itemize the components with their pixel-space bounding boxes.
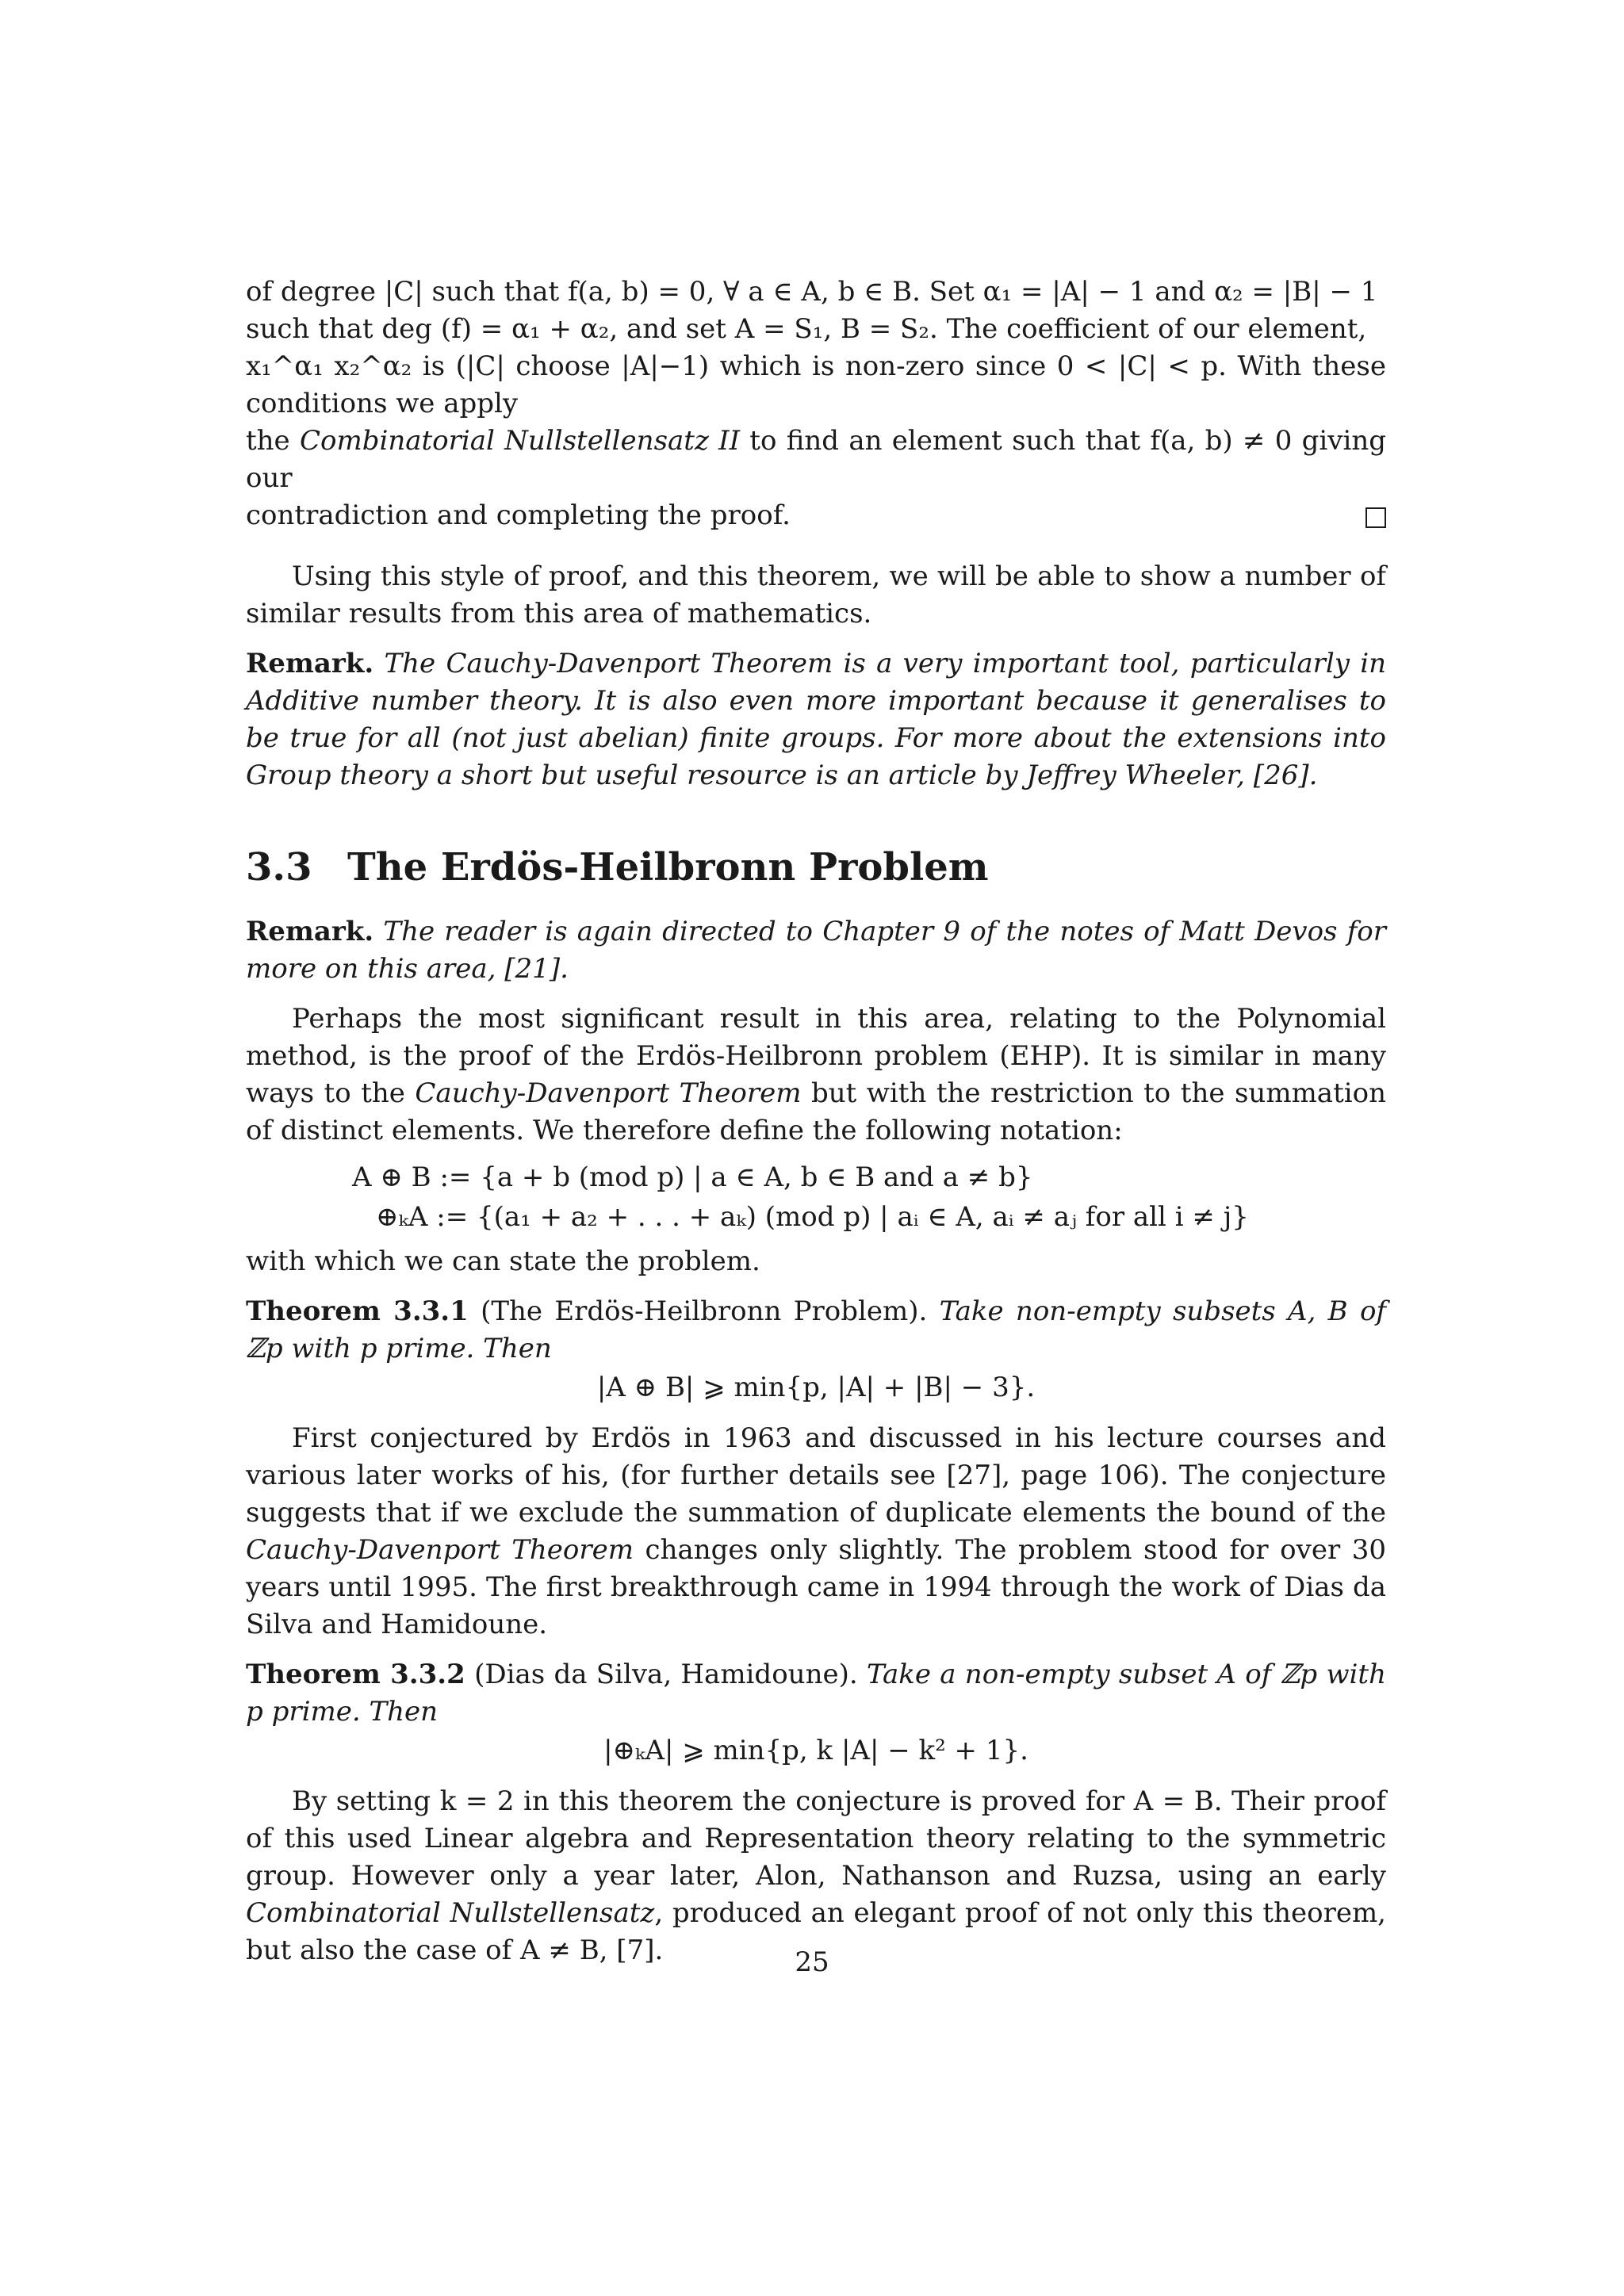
- theorem-text: Take non-empty subsets A, B of ℤp with p prime. Then: [246, 1295, 1386, 1364]
- definition-restricted-sumset: A ⊕ B := {a + b (mod p) | a ∈ A, b ∈ B and a ≠ b}: [352, 1161, 1033, 1193]
- nullstellensatz-ii-ref: Combinatorial Nullstellensatz II: [299, 425, 741, 457]
- cauchy-davenport-ref: Cauchy-Davenport Theorem: [246, 1534, 634, 1566]
- theorem-statement: [246, 1656, 1386, 1731]
- theorem-text: Take a non-empty subset A of ℤp with p prime. Then: [246, 1659, 1386, 1728]
- remark-label: Remark.: [246, 916, 374, 947]
- proof-line-4-pre: the: [246, 425, 300, 457]
- nullstellensatz-ref: Combinatorial Nullstellensatz: [246, 1897, 655, 1929]
- proof-line-5: [246, 497, 1386, 534]
- theorem-label: Theorem 3.3.2: [246, 1659, 465, 1690]
- text-run: First conjectured by Erdös in 1963 and discussed in his lecture courses and various later works of his, (for further details see [27], page 106). The conjecture suggests that if we exclude the summation of duplicate elements the bound of the: [246, 1422, 1386, 1529]
- notation-definitions: [246, 1158, 1386, 1237]
- cauchy-davenport-ref: Cauchy-Davenport Theorem: [415, 1077, 802, 1109]
- paragraph-significant-result: [246, 1001, 1386, 1150]
- remark-label: Remark.: [246, 648, 374, 679]
- section-number: 3.3: [246, 845, 312, 890]
- proof-continuation: [246, 274, 1386, 534]
- text-run: changes only slightly. The problem stood for over 30 years until 1995. The first breakthrough came in 1994 through the work of Dias da Silva and Hamidoune.: [246, 1534, 1386, 1640]
- remark-devos: [246, 913, 1386, 988]
- theorem-3-3-2: [246, 1656, 1386, 1770]
- text-run: but with the restriction to the summation of distinct elements. We therefore define the following notation:: [246, 1077, 1386, 1146]
- proof-line-4-post: to find an element such that f(a, b) ≠ 0 giving our: [246, 425, 1386, 494]
- text-run: , produced an elegant proof of not only this theorem, but also the case of A ≠ B, [7].: [246, 1897, 1386, 1966]
- paragraph-proof-style: Using this style of proof, and this theorem, we will be able to show a number of similar results from this area of mathematics.: [246, 561, 1386, 629]
- paragraph-conjecture-history: [246, 1420, 1386, 1644]
- section-heading: [246, 844, 1386, 891]
- theorem-equation: |⊕ₖA| ⩾ min{p, k |A| − k² + 1}.: [603, 1735, 1028, 1766]
- text-run: Perhaps the most significant result in this area, relating to the Polynomial method, is the proof of the Erdös-Heilbronn problem (EHP). It is similar in many ways to the: [246, 1003, 1386, 1109]
- proof-line-1: of degree |C| such that f(a, b) = 0, ∀ a ∈ A, b ∈ B. Set α₁ = |A| − 1 and α₂ = |B| − 1: [246, 276, 1378, 308]
- remark-cauchy-davenport: [246, 645, 1386, 794]
- proof-line-2: such that deg (f) = α₁ + α₂, and set A = S₁, B = S₂. The coefficient of our element,: [246, 313, 1367, 345]
- qed-icon: [1365, 507, 1386, 528]
- page-body: [246, 274, 1386, 1969]
- definition-k-fold-restricted-sum: ⊕ₖA := {(a₁ + a₂ + . . . + aₖ) (mod p) | aᵢ ∈ A, aᵢ ≠ aⱼ for all i ≠ j}: [376, 1201, 1249, 1233]
- paragraph-state-problem: with which we can state the problem.: [246, 1246, 760, 1277]
- proof-line-5-text: contradiction and completing the proof.: [246, 499, 791, 531]
- remark-text: The Cauchy-Davenport Theorem is a very important tool, particularly in Additive number theory. It is also even more important because it generalises to be true for all (not just abelian) finite groups. For more about the extensions into Group theory a short but useful resource is an article by Jeffrey Wheeler, [26].: [246, 648, 1386, 791]
- paragraph-final: [246, 1783, 1386, 1969]
- remark-text: The reader is again directed to Chapter 9 of the notes of Matt Devos for more on this area, [21].: [246, 916, 1386, 985]
- section-title: The Erdös-Heilbronn Problem: [347, 845, 989, 890]
- proof-line-3: x₁^α₁ x₂^α₂ is (|C| choose |A|−1) which is non-zero since 0 < |C| < p. With these conditions we apply: [246, 350, 1386, 419]
- theorem-3-3-1: [246, 1293, 1386, 1407]
- theorem-label: Theorem 3.3.1: [246, 1295, 469, 1327]
- page-number: 25: [795, 1946, 829, 1978]
- theorem-name: (The Erdös-Heilbronn Problem).: [481, 1295, 928, 1327]
- theorem-equation: |A ⊕ B| ⩾ min{p, |A| + |B| − 3}.: [596, 1372, 1036, 1403]
- proof-line-4: [246, 423, 1386, 497]
- text-run: By setting k = 2 in this theorem the conjecture is proved for A = B. Their proof of this used Linear algebra and Representation theory relating to the symmetric group. However only a year later, Alon, Nathanson and Ruzsa, using an early: [246, 1785, 1386, 1892]
- theorem-statement: [246, 1293, 1386, 1368]
- theorem-name: (Dias da Silva, Hamidoune).: [474, 1659, 858, 1690]
